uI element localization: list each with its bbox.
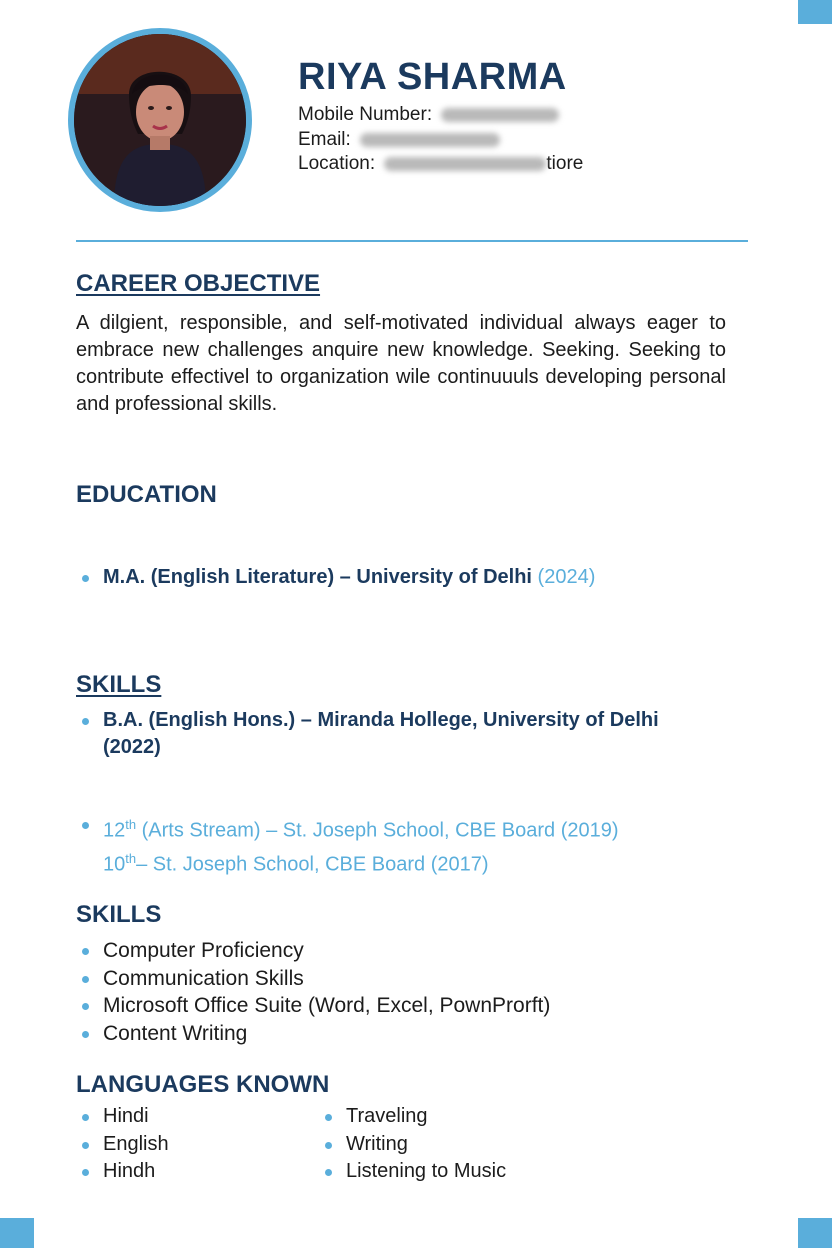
hobby-item: Writing [325,1131,506,1159]
tenth-rest: – St. Joseph School, CBE Board (2017) [136,853,489,876]
location-row [298,153,583,175]
twelfth-prefix: 12 [103,819,126,842]
skill-item: Content Writing [82,1020,550,1048]
education-institution: University of Delhi [356,566,532,588]
education-item [82,707,722,761]
corner-accent-bottom-left [0,1218,34,1248]
skills-education-list-2 [82,811,619,878]
education-item [82,564,595,591]
ba-degree: B.A. (English Hons.) – Miranda Hollege [103,709,472,731]
career-objective-heading: CAREER OBJECTIVE [76,270,321,297]
education-item [82,811,619,878]
skills-education-list-1 [82,707,722,761]
language-item: Hindi [82,1103,169,1131]
twelfth-sup: th [125,817,137,832]
tenth-prefix: 10 [103,853,126,876]
twelfth-rest: (Arts Stream) – St. Joseph School, CBE Board (2019) [136,819,619,842]
career-objective-text: A dilgient, responsible, and self-motivated individual always eager to embrace new challenges anquire new knowledge. Seeking. Seeking to contribute effectivel to organization wile continuuuls developing personal and professional skills. [76,312,726,415]
mobile-redacted [441,108,559,122]
education-degree: M.A. (English Literature) [103,566,335,588]
header-divider [76,240,748,242]
languages-heading: LANGUAGES KNOWN [76,1071,330,1098]
mobile-row [298,104,559,126]
language-item: Hindh [82,1158,169,1186]
tenth-sup: th [125,850,137,866]
location-label: Location: [298,153,376,174]
skills-heading-2: SKILLS [76,901,162,928]
education-heading: EDUCATION [76,481,217,508]
email-redacted [360,133,500,147]
ba-year: (2022) [103,736,161,758]
location-redacted [384,157,546,171]
languages-list [82,1103,169,1186]
skill-item: Microsoft Office Suite (Word, Excel, PownProrft) [82,992,550,1020]
email-label: Email: [298,129,351,150]
profile-photo-illustration [74,34,246,206]
profile-photo [68,28,252,212]
skills-heading-1: SKILLS [76,671,162,698]
education-year: (2024) [531,566,596,588]
hobby-item: Traveling [325,1103,506,1131]
language-item: English [82,1131,169,1159]
hobbies-list [325,1103,506,1186]
ba-institution: , University of Delhi [471,709,659,731]
hobby-item: Listening to Music [325,1158,506,1186]
education-separator: – [334,566,357,588]
location-suffix: tiore [546,153,584,174]
email-row [298,129,500,151]
education-list [82,564,595,591]
corner-accent-top-right [798,0,832,24]
mobile-label: Mobile Number: [298,104,433,125]
candidate-name: RIYA SHARMA [298,56,567,98]
skills-list [82,937,550,1047]
corner-accent-bottom-right [798,1218,832,1248]
skill-item: Communication Skills [82,965,550,993]
skill-item: Computer Proficiency [82,937,550,965]
